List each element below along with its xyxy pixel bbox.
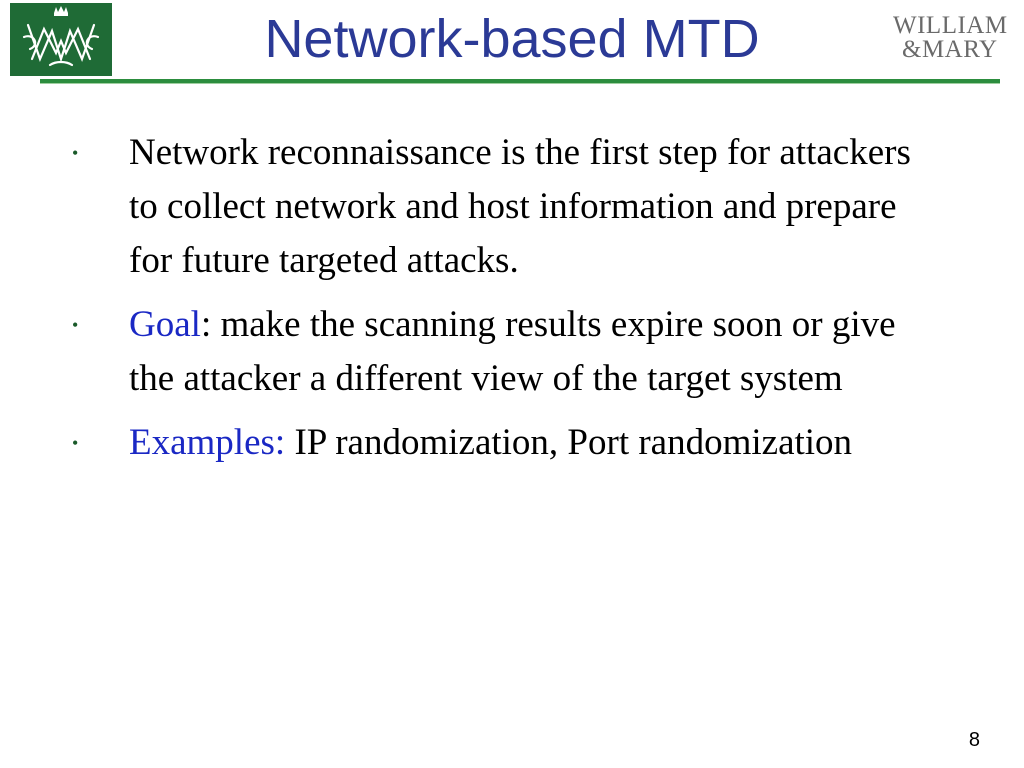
title-underline-rule: [40, 79, 1000, 84]
wordmark-line-1: WILLIAM: [893, 12, 1008, 39]
bullet-highlight: Goal: [129, 304, 201, 345]
wordmark-line-2: &MARY: [902, 36, 998, 63]
bullet-dot-icon: •: [72, 315, 79, 335]
bullet-dot-icon: •: [72, 143, 79, 163]
bullet-text: IP randomization, Port randomization: [285, 422, 853, 463]
bullet-list: [0, 126, 1024, 480]
william-mary-wordmark: [888, 12, 1018, 68]
bullet-item: [0, 126, 1024, 288]
slide-title: Network-based MTD: [264, 9, 760, 69]
bullet-dot-icon: •: [72, 433, 79, 453]
bullet-text: Network reconnaissance is the first step for attackers to collect network and host information and prepare for future targeted attacks.: [129, 132, 911, 281]
bullet-highlight: Examples:: [129, 422, 286, 463]
bullet-item: [0, 298, 1024, 406]
page-number: 8: [968, 729, 980, 751]
bullet-item: [0, 416, 1024, 470]
bullet-text: : make the scanning results expire soon or give the attacker a different view of the target system: [129, 304, 896, 399]
